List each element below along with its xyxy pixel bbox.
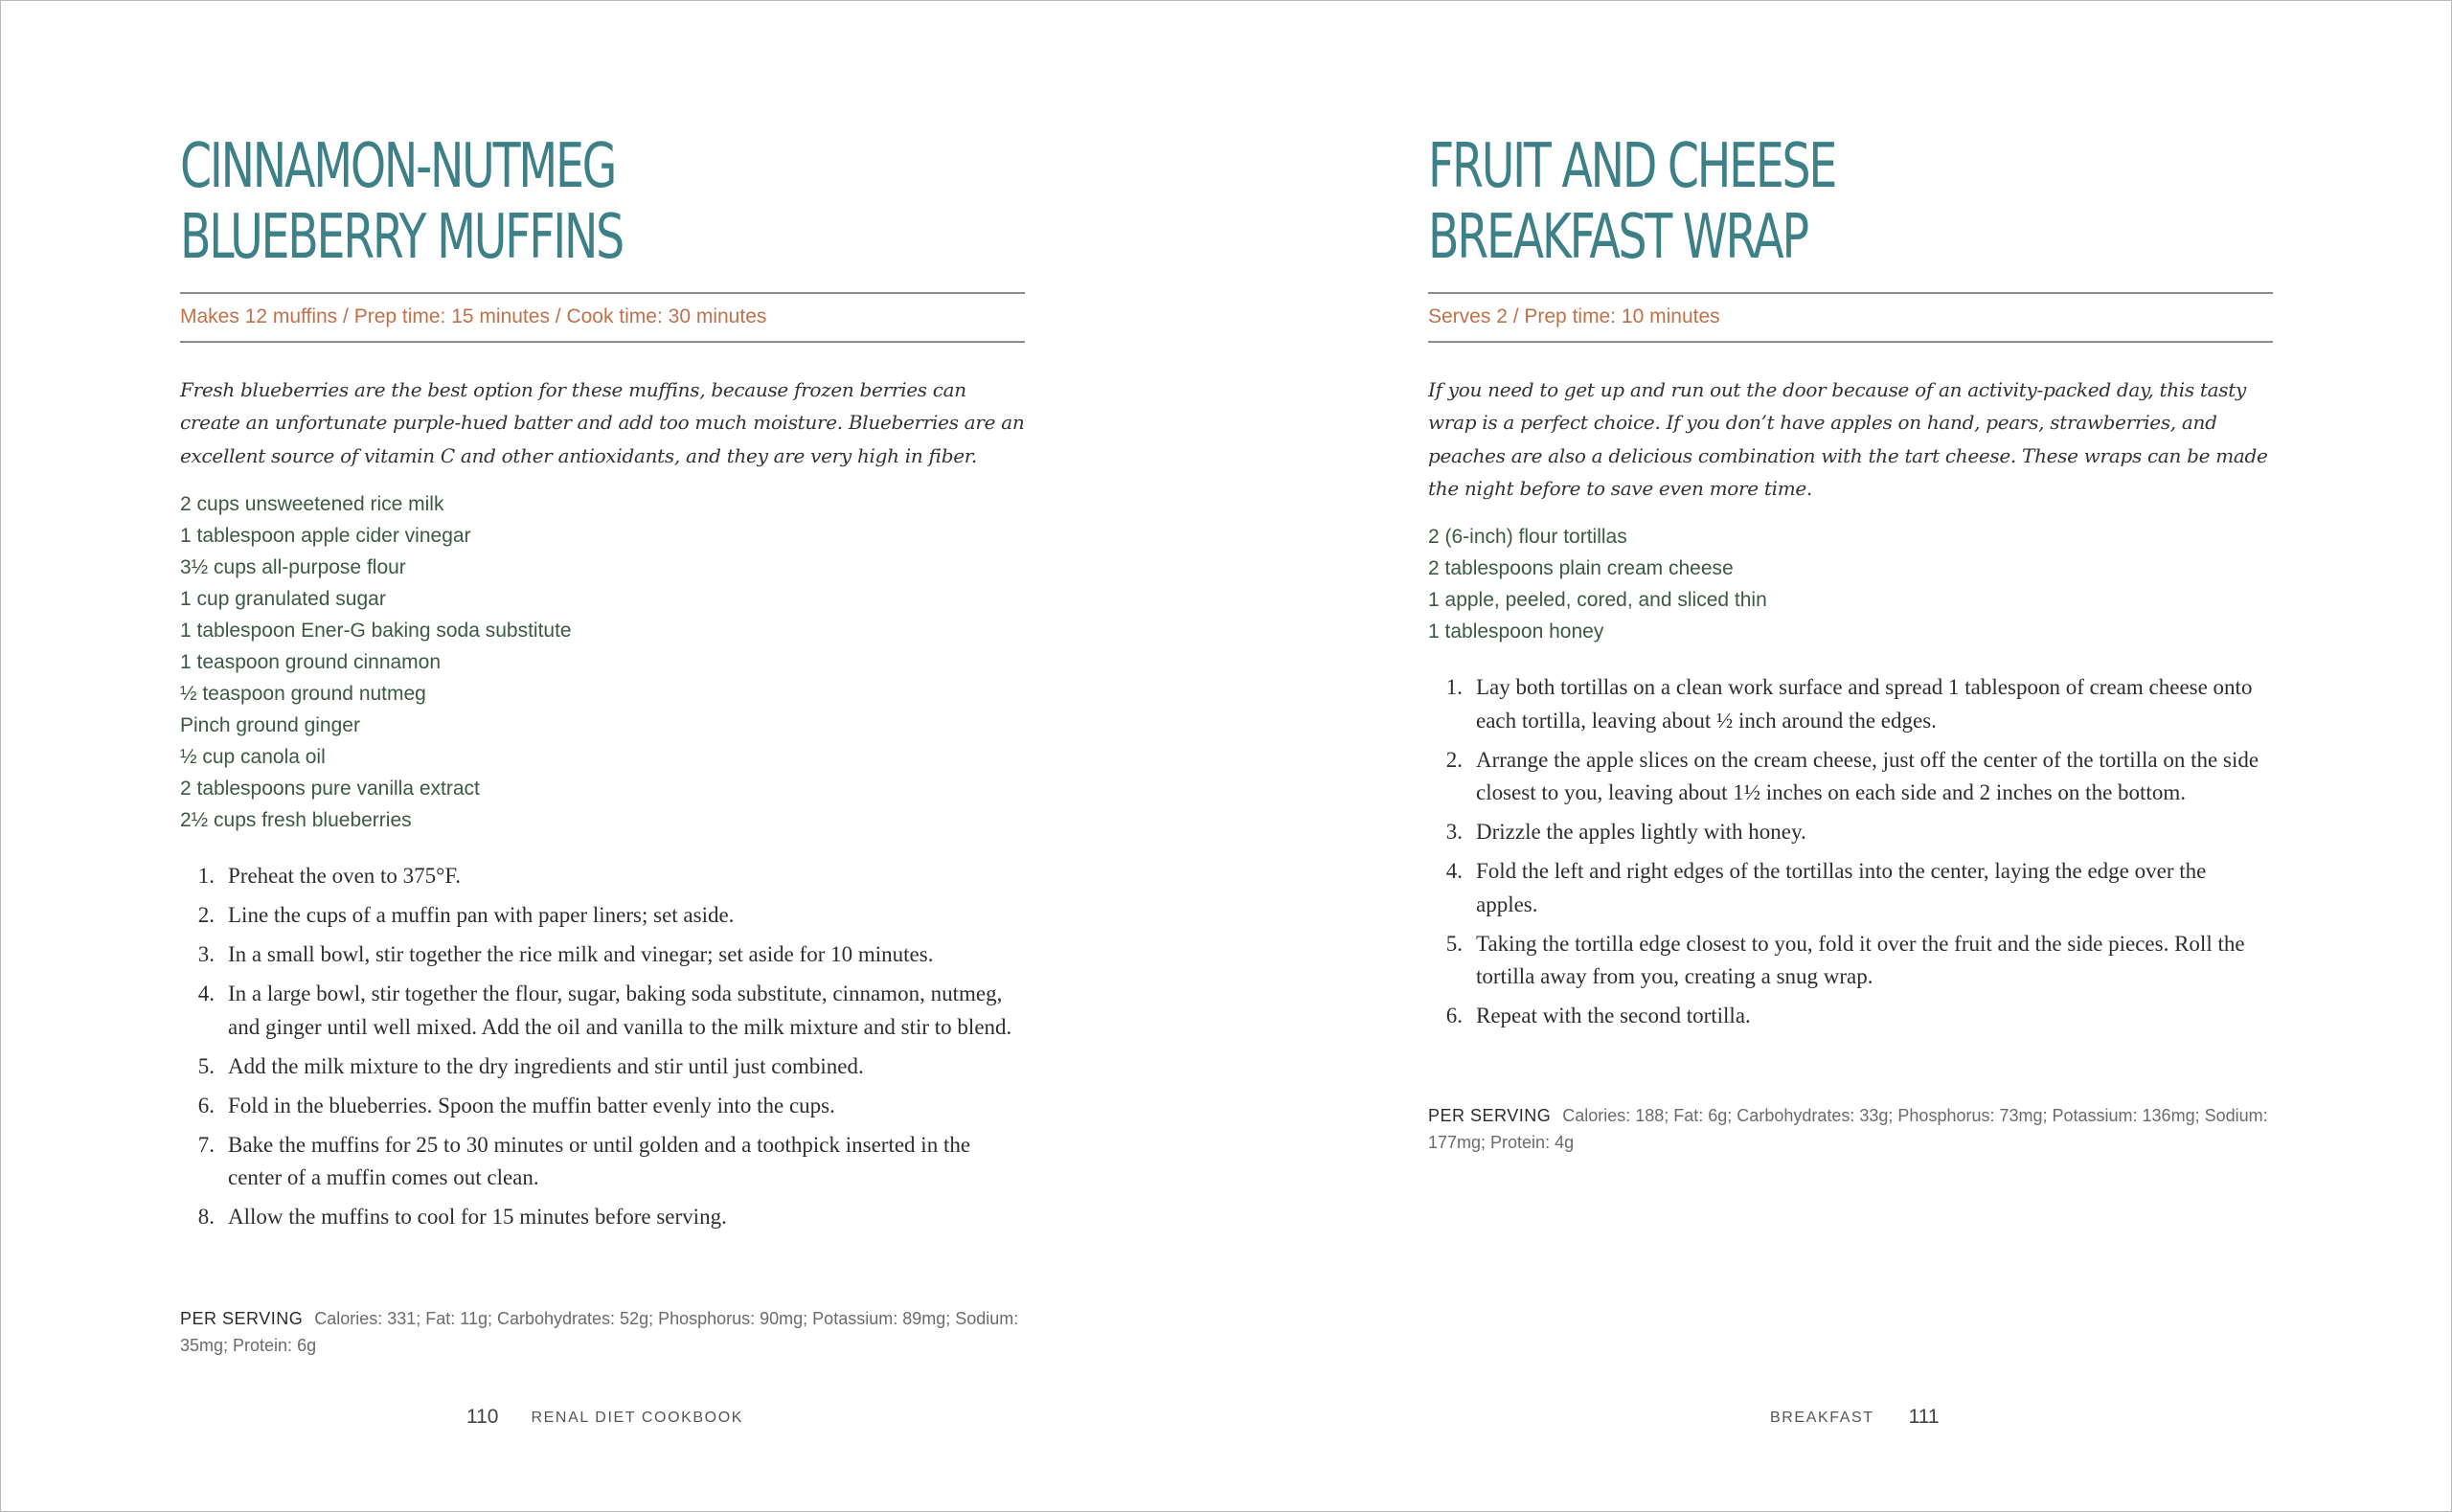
nutrition-info <box>1428 1102 2273 1156</box>
instruction-list <box>180 860 1025 1240</box>
ingredient-item: 3½ cups all-purpose flour <box>180 556 406 578</box>
meta-divider-bottom <box>1428 341 2273 343</box>
step-text: Add the milk mixture to the dry ingredients and stir until just combined. <box>228 1053 864 1078</box>
recipe-meta: Makes 12 muffins / Prep time: 15 minutes / Cook time: 30 minutes <box>180 305 767 327</box>
meta-divider-bottom <box>180 341 1025 343</box>
nutrition-label: PER SERVING <box>180 1309 304 1328</box>
step-text: Lay both tortillas on a clean work surface and spread 1 tablespoon of cream cheese onto each tortilla, leaving about ½ inch around the edges. <box>1476 675 2253 733</box>
ingredient-list <box>180 488 572 836</box>
step-number: 6. <box>197 1093 215 1117</box>
running-head: BREAKFAST <box>1770 1410 1874 1426</box>
instruction-step <box>180 1201 1025 1234</box>
instruction-step <box>1428 855 2273 921</box>
step-number: 3. <box>197 942 215 966</box>
recipe-title <box>1428 131 1835 273</box>
page-footer <box>466 1406 743 1429</box>
step-text: Repeat with the second tortilla. <box>1476 1004 1751 1027</box>
instruction-step <box>180 1050 1025 1084</box>
ingredient-item: 1 teaspoon ground cinnamon <box>180 651 442 673</box>
instruction-step <box>1428 744 2273 810</box>
ingredient-item: 2½ cups fresh blueberries <box>180 809 412 831</box>
recipe-title <box>180 131 623 273</box>
recipe-title-line-1: CINNAMON-NUTMEG <box>180 131 616 202</box>
step-number: 3. <box>1445 820 1463 844</box>
nutrition-values: Calories: 188; Fat: 6g; Carbohydrates: 33g; Phosphorus: 73mg; Potassium: 136mg; Sodium: 177mg; Protein: 4g <box>1428 1106 2268 1152</box>
instruction-step <box>180 978 1025 1044</box>
ingredient-list <box>1428 521 1767 647</box>
ingredient-item: 2 tablespoons plain cream cheese <box>1428 557 1734 579</box>
step-text: Arrange the apple slices on the cream cheese, just off the center of the tortilla on the side closest to you, leaving about 1½ inches on each side and 2 inches on the bottom. <box>1476 747 2259 804</box>
step-text: Drizzle the apples lightly with honey. <box>1476 820 1806 844</box>
instruction-list <box>1428 671 2273 1039</box>
ingredient-item: Pinch ground ginger <box>180 714 360 736</box>
ingredient-item: ½ cup canola oil <box>180 746 326 768</box>
ingredient-item: 2 (6-inch) flour tortillas <box>1428 526 1627 548</box>
step-text: Fold in the blueberries. Spoon the muffin batter evenly into the cups. <box>228 1093 835 1117</box>
page-number: 111 <box>1908 1406 1940 1428</box>
right-page <box>1226 1 2451 1511</box>
instruction-step <box>180 938 1025 972</box>
instruction-step <box>1428 928 2273 994</box>
nutrition-label: PER SERVING <box>1428 1106 1552 1125</box>
ingredient-item: 1 tablespoon apple cider vinegar <box>180 525 471 547</box>
step-number: 4. <box>197 982 215 1005</box>
ingredient-item: 2 tablespoons pure vanilla extract <box>180 778 480 800</box>
ingredient-item: 1 tablespoon honey <box>1428 621 1604 643</box>
left-page <box>1 1 1226 1511</box>
recipe-title-line-2: BLUEBERRY MUFFINS <box>180 202 624 273</box>
step-text: Fold the left and right edges of the tortillas into the center, laying the edge over the apples. <box>1476 859 2207 916</box>
step-number: 2. <box>197 903 215 927</box>
step-number: 1. <box>1445 675 1463 699</box>
step-number: 7. <box>197 1132 215 1157</box>
recipe-intro: Fresh blueberries are the best option for these muffins, because frozen berries can create an unfortunate purple-hued batter and add too much moisture. Blueberries are an excellent source of vitamin C and other antioxidants, and they are very high in fiber. <box>180 378 1025 467</box>
instruction-step <box>180 1090 1025 1123</box>
ingredient-item: 1 cup granulated sugar <box>180 588 386 610</box>
ingredient-item: ½ teaspoon ground nutmeg <box>180 683 426 705</box>
recipe-intro: If you need to get up and run out the door because of an activity-packed day, this tasty wrap is a perfect choice. If you don’t have apples on hand, pears, strawberries, and peaches are also a delicious combination with the tart cheese. These wraps can be made the night before to save even more time. <box>1428 378 2268 501</box>
page-footer <box>1770 1406 1940 1429</box>
instruction-step <box>180 860 1025 893</box>
recipe-meta: Serves 2 / Prep time: 10 minutes <box>1428 305 1720 327</box>
step-number: 5. <box>1445 931 1463 956</box>
ingredient-item: 1 tablespoon Ener-G baking soda substitute <box>180 620 572 642</box>
step-text: Line the cups of a muffin pan with paper liners; set aside. <box>228 903 735 927</box>
step-text: In a small bowl, stir together the rice milk and vinegar; set aside for 10 minutes. <box>228 942 934 966</box>
step-text: Bake the muffins for 25 to 30 minutes or until golden and a toothpick inserted in the center of a muffin comes out clean. <box>228 1132 971 1189</box>
instruction-step <box>1428 671 2273 737</box>
step-text: Allow the muffins to cool for 15 minutes before serving. <box>228 1205 727 1229</box>
instruction-step <box>180 899 1025 933</box>
instruction-step <box>1428 816 2273 849</box>
step-number: 8. <box>197 1205 215 1229</box>
running-head: RENAL DIET COOKBOOK <box>531 1410 744 1426</box>
instruction-step <box>180 1129 1025 1195</box>
step-number: 6. <box>1445 1004 1463 1027</box>
meta-divider-top <box>1428 292 2273 294</box>
step-number: 1. <box>197 864 215 888</box>
step-number: 5. <box>197 1053 215 1078</box>
meta-divider-top <box>180 292 1025 294</box>
step-number: 4. <box>1445 859 1463 883</box>
recipe-title-line-2: BREAKFAST WRAP <box>1428 202 1807 273</box>
nutrition-info <box>180 1305 1025 1359</box>
recipe-title-line-1: FRUIT AND CHEESE <box>1428 131 1836 202</box>
page-number: 110 <box>466 1406 499 1428</box>
step-text: Preheat the oven to 375°F. <box>228 864 462 888</box>
step-text: Taking the tortilla edge closest to you, fold it over the fruit and the side pieces. Roll the tortilla away from you, creating a snug wrap. <box>1476 931 2245 988</box>
ingredient-item: 2 cups unsweetened rice milk <box>180 493 444 515</box>
step-number: 2. <box>1445 747 1463 772</box>
instruction-step <box>1428 1000 2273 1033</box>
ingredient-item: 1 apple, peeled, cored, and sliced thin <box>1428 589 1767 611</box>
step-text: In a large bowl, stir together the flour, sugar, baking soda substitute, cinnamon, nutmeg, and ginger until well mixed. Add the oil and vanilla to the milk mixture and stir to blend. <box>228 982 1012 1039</box>
nutrition-values: Calories: 331; Fat: 11g; Carbohydrates: 52g; Phosphorus: 90mg; Potassium: 89mg; Sodium: 35mg; Protein: 6g <box>180 1309 1019 1355</box>
